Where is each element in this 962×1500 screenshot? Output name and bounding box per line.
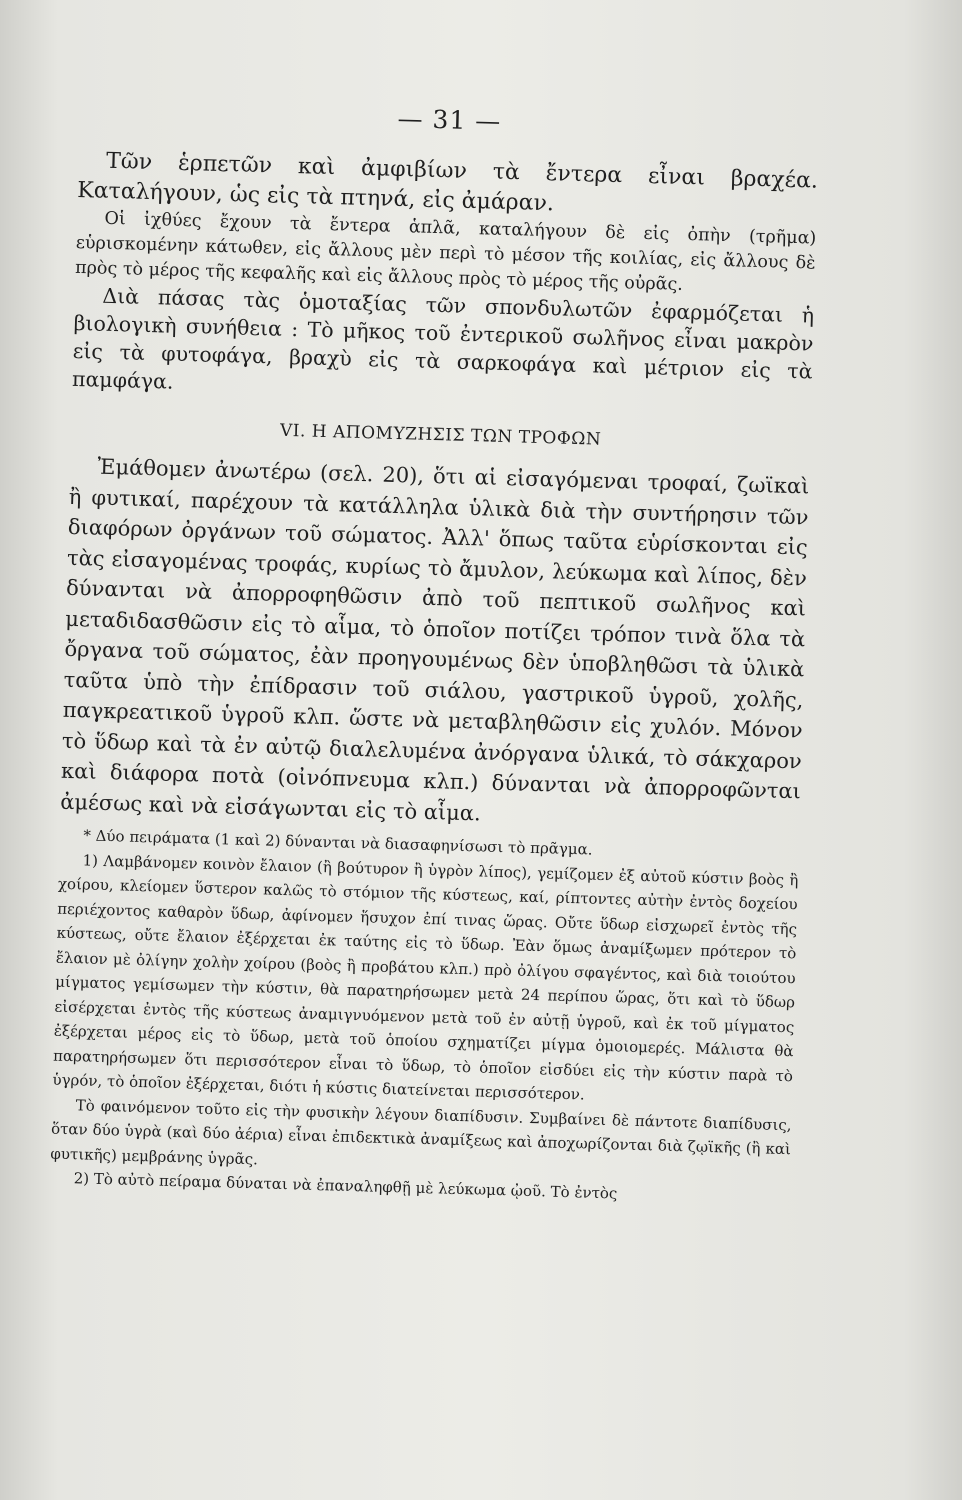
paragraph-absorption: Ἐμάθομεν ἀνωτέρω (σελ. 20), ὅτι αἱ εἰσαγόμεναι τροφαί, ζωϊκαὶ ἢ φυτικαί, παρέχουν τὰ κατάλληλα ὑλικὰ διὰ τὴν συντήρησιν τῶν διαφόρων ὀργάνων τοῦ σώματος. Ἀλλ' ὅπως ταῦτα εὑρίσκονται εἰς τὰς εἰσαγομένας τροφάς, κυρίως τὸ ἄμυλον, λεύκωμα καὶ λίπος, δὲν δύνανται νὰ ἀπορροφηθῶσιν ἀπὸ τοῦ πεπτικοῦ σωλῆνος καὶ μεταδιδασθῶσιν εἰς τὸ αἷμα, τὸ ὁποῖον ποτίζει τρόπον τινὰ ὅλα τὰ ὄργανα τοῦ σώματος, ἐὰν προηγουμένως δὲν ὑποβληθῶσι τὰ ὑλικὰ ταῦτα ὑπὸ τὴν ἐπίδρασιν τοῦ σιάλου, γαστρικοῦ ὑγροῦ, χολῆς, παγκρεατικοῦ ὑγροῦ κλπ. ὥστε νὰ μεταβληθῶσιν εἰς χυλόν. Μόνον τὸ ὕδωρ καὶ τὰ ἐν αὐτῷ διαλελυμένα ἀνόργανα ὑλικά, τὸ σάκχαρον καὶ διάφορα ποτὰ (οἰνόπνευμα κλπ.) δύνανται νὰ ἀπορροφῶνται ἀμέσως καὶ νὰ εἰσάγωνται εἰς τὸ αἷμα. <box>59 454 810 825</box>
page-number: — 31 — <box>397 103 502 136</box>
footnotes <box>49 823 799 1211</box>
paragraph-fishes: Οἱ ἰχθύες ἔχουν τὰ ἔντερα ἁπλᾶ, καταλήγουν δὲ εἰς ὀπὴν (τρῆμα) εὑρισκομένην κάτωθεν, εἰς ἄλλους μὲν περὶ τὸ μέσον τῆς κοιλίας, εἰς ἄλλους δὲ πρὸς τὸ μέρος τῆς κεφαλῆς καὶ εἰς ἄλλους πρὸς τὸ μέρος τῆς οὐρᾶς. <box>74 208 817 295</box>
section-heading: VI. Η ΑΠΟΜΥΖΗΣΙΣ ΤΩΝ ΤΡΟΦΩΝ <box>279 420 602 450</box>
paragraph-reptiles: Τῶν ἑρπετῶν καὶ ἀμφιβίων τὰ ἔντερα εἶναι βραχέα. Καταλήγουν, ὡς εἰς τὰ πτηνά, εἰς ἀμάραν. <box>76 148 819 217</box>
footnote-experiment-2: 2) Τὸ αὐτὸ πείραμα δύναται νὰ ἐπαναληφθῇ μὲ λεύκωμα ᾠοῦ. Τὸ ἐντὸς <box>73 1169 618 1203</box>
page-text-block <box>49 95 819 1211</box>
footnote-diffusion: Τὸ φαινόμενον τοῦτο εἰς τὴν φυσικὴν λέγουν διαπίδυσιν. Συμβαίνει δὲ πάντοτε διαπίδυσις, ὅταν δύο ὑγρὰ (καὶ δύο ἀέρια) εἶναι ἐπιδεκτικὰ ἀναμίξεως καὶ ἀποχωρίζονται διὰ ζῳϊκῆς (ἢ καὶ φυτικῆς) μεμβράνης ὑγρᾶς. <box>50 1095 792 1168</box>
footnote-intro: * Δύο πειράματα (1 καὶ 2) δύνανται νὰ διασαφηνίσωσι τὸ πρᾶγμα. <box>83 826 593 859</box>
footnote-experiment-1: 1) Λαμβάνομεν κοινὸν ἔλαιον (ἢ βούτυρον ἢ ὑγρὸν λίπος), γεμίζομεν ἐξ αὐτοῦ κύστιν βοὸς ἢ χοίρου, κλείομεν ὕστερον καλῶς τὸ στόμιον τῆς κύστεως, καί, ρίπτοντες αὐτὴν ἐντὸς δοχείου περιέχοντος καθαρὸν ὕδωρ, ἀφίνομεν ἥσυχον ἐπί τινας ὥρας. Οὔτε ὕδωρ εἰσχωρεῖ ἐντὸς τῆς κύστεως, οὔτε ἔλαιον ἐξέρχεται ἐκ ταύτης εἰς τὸ ὕδωρ. Ἐὰν ὅμως ἀναμίξωμεν πρότερον τὸ ἔλαιον μὲ ὀλίγην χολὴν χοίρου (βοὸς ἢ προβάτου κλπ.) πρὸ ὀλίγου σφαγέντος, καὶ διὰ τοιούτου μίγματος γεμίσωμεν τὴν κύστιν, θὰ παρατηρήσωμεν μετὰ 24 περίπου ὥρας, ὅτι καὶ τὸ ὕδωρ εἰσέρχεται ἐντὸς τῆς κύστεως ἀναμιγνυόμενον μετὰ τοῦ ἐν αὐτῇ ὑγροῦ, καὶ ἐκ τοῦ μίγματος ἐξέρχεται μέρος εἰς τὸ ὕδωρ, μετὰ τοῦ ὁποίου σχηματίζει μίγμα ὁμοιομερές. Μάλιστα θὰ παρατηρήσωμεν ὅτι περισσότερον εἶναι τὸ ὕδωρ, τὸ ὁποῖον εἰσδύει εἰς τὴν κύστιν παρὰ τὸ ὑγρόν, τὸ ὁποῖον ἐξέρχεται, διότι ἡ κύστις διατείνεται περισσότερον. <box>52 850 799 1104</box>
paragraph-biological-rule: Διὰ πάσας τὰς ὁμοταξίας τῶν σπονδυλωτῶν ἐφαρμόζεται ἡ βιολογικὴ συνήθεια : Τὸ μῆκος τοῦ ἐντερικοῦ σωλῆνος εἶναι μακρὸν εἰς τὰ φυτοφάγα, βραχὺ εἰς τὰ σαρκοφάγα καὶ μέτριον εἰς τὰ παμφάγα. <box>71 283 815 394</box>
